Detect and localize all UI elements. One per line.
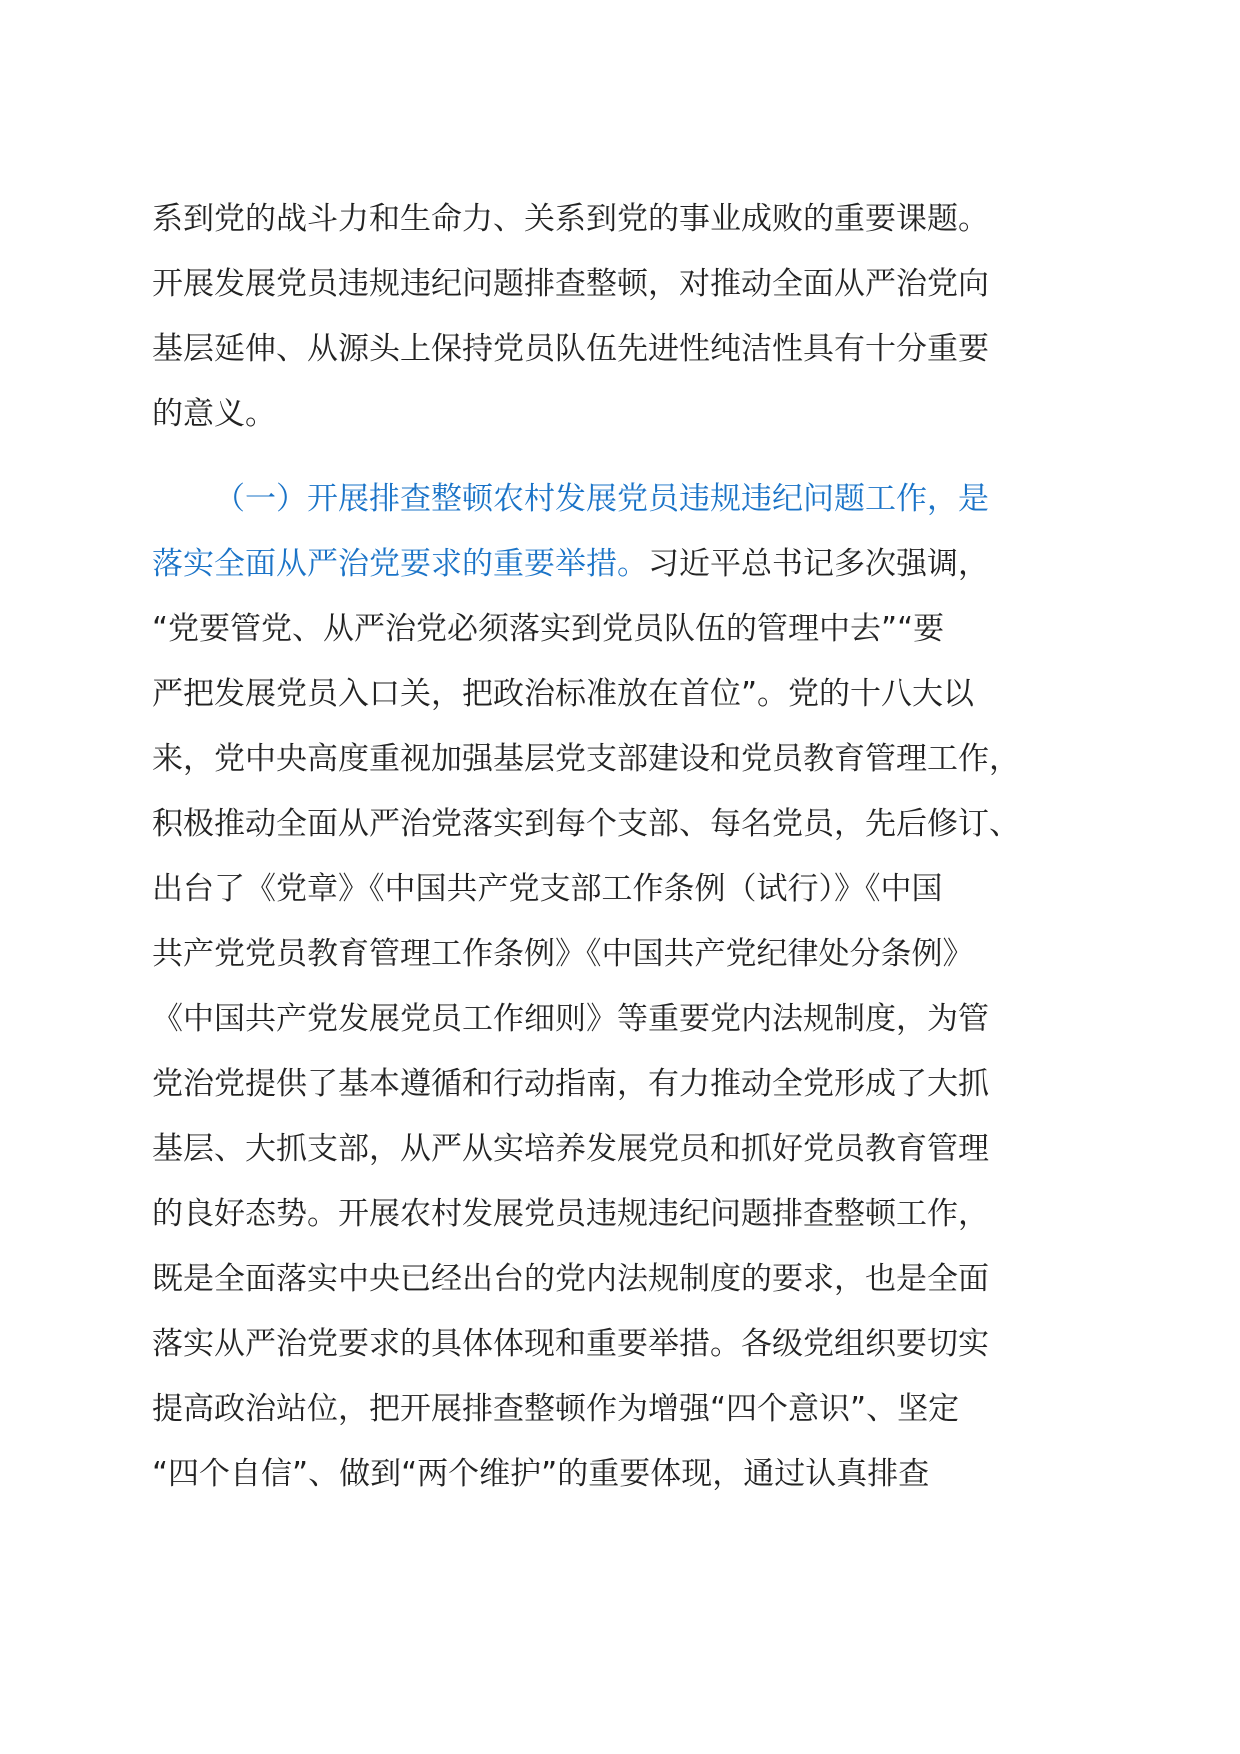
text-line: 出台了《党章》《中国共产党支部工作条例（试行）》《中国 [152,871,943,907]
paragraph-spacer [152,447,1092,467]
text-line: 开展发展党员违规违纪问题排查整顿，对推动全面从严治党向 [152,266,989,302]
text-line: 的良好态势。开展农村发展党员违规违纪问题排查整顿工作， [152,1196,989,1232]
document-body [152,187,1092,1507]
paragraph-2 [152,467,1092,1507]
text-line: 的意义。 [152,396,276,432]
section-heading: （一）开展排查整顿农村发展党员违规违纪问题工作，是 [214,481,989,517]
text-line: 基层、大抓支部，从严从实培养发展党员和抓好党员教育管理 [152,1131,989,1167]
section-heading-continued: 落实全面从严治党要求的重要举措。 [152,546,648,582]
text-line: 提高政治站位，把开展排查整顿作为增强“四个意识”、坚定 [152,1391,960,1427]
section-heading-line [152,467,1092,532]
text-line: 基层延伸、从源头上保持党员队伍先进性纯洁性具有十分重要 [152,331,989,367]
paragraph-1 [152,187,1092,447]
text-line: 《中国共产党发展党员工作细则》等重要党内法规制度，为管 [152,1001,989,1037]
text-line: 系到党的战斗力和生命力、关系到党的事业成败的重要课题。 [152,201,989,237]
text-line: 来，党中央高度重视加强基层党支部建设和党员教育管理工作， [152,741,1020,777]
text-line: 严把发展党员入口关，把政治标准放在首位”。党的十八大以 [152,676,975,712]
text-line: “党要管党、从严治党必须落实到党员队伍的管理中去”“要 [152,611,945,647]
text-line: 既是全面落实中央已经出台的党内法规制度的要求，也是全面 [152,1261,989,1297]
text-line [152,532,1092,597]
text-line: “四个自信”、做到“两个维护”的重要体现，通过认真排查 [152,1456,930,1492]
text-line: 共产党党员教育管理工作条例》《中国共产党纪律处分条例》 [152,936,974,972]
text-line: 落实从严治党要求的具体体现和重要举措。各级党组织要切实 [152,1326,989,1362]
text-line-rest: 习近平总书记多次强调， [648,546,989,582]
text-line: 党治党提供了基本遵循和行动指南，有力推动全党形成了大抓 [152,1066,989,1102]
text-line: 积极推动全面从严治党落实到每个支部、每名党员，先后修订、 [152,806,1020,842]
